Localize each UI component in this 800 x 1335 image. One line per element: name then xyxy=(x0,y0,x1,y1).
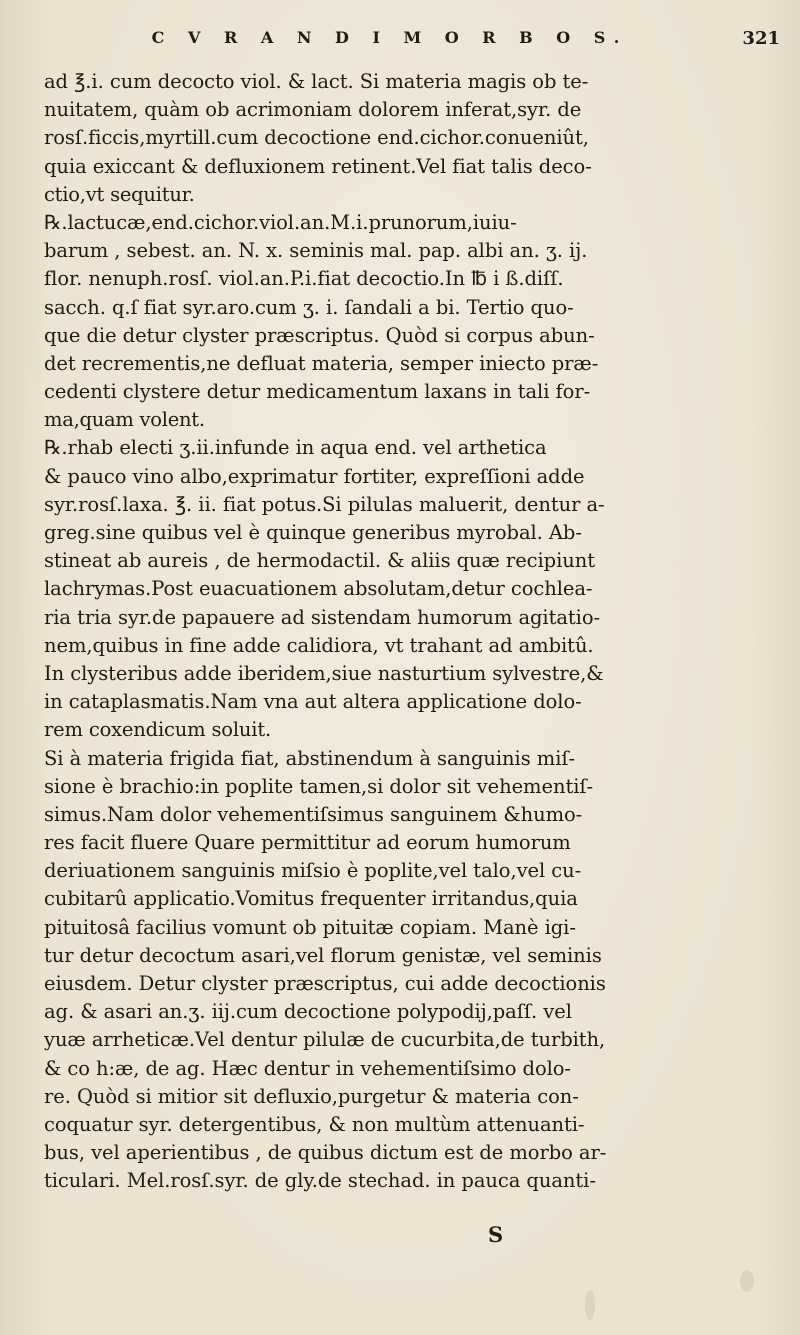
text-line: ag. & asari an.ʒ. iij.cum decoctione polypodij,paſſ. vel xyxy=(44,1000,572,1024)
text-line: tur detur decoctum asari,vel florum genistæ, vel seminis xyxy=(44,943,602,967)
body-text xyxy=(44,68,772,1196)
text-line: rosſ.ficcis,myrtill.cum decoctione end.cichor.conueniût, xyxy=(44,126,589,150)
text-line: nem,quibus in fine adde calidiora, vt trahant ad ambitû. xyxy=(44,633,594,657)
page-number: 321 xyxy=(742,28,780,49)
paper-stain xyxy=(585,1290,595,1320)
text-line: simus.Nam dolor vehementiſsimus sanguinem &humo- xyxy=(44,802,583,826)
paper-stain xyxy=(740,1270,754,1292)
text-line: In clysteribus adde iberidem,siue nasturtium sylvestre,& xyxy=(44,661,604,685)
text-line: flor. nenuph.rosſ. viol.an.P.i.fiat decoctio.In ℔ i ß.diſſ. xyxy=(44,267,564,291)
text-line: & pauco vino albo,exprimatur fortiter, expreſſioni adde xyxy=(44,464,585,488)
text-line: cubitarû applicatio.Vomitus frequenter irritandus,quia xyxy=(44,887,578,911)
text-line: yuæ arrheticæ.Vel dentur pilulæ de cucurbita,de turbith, xyxy=(44,1028,606,1052)
text-line: stineat ab aureis , de hermodactil. & aliis quæ recipiunt xyxy=(44,549,595,573)
text-line: det recrementis,ne defluat materia, semper iniecto præ- xyxy=(44,351,599,375)
text-line: ma,quam volent. xyxy=(44,408,205,432)
text-line: ℞.lactucæ,end.cichor.viol.an.M.i.prunorum,iuiu- xyxy=(44,210,517,234)
text-line: barum , sebest. an. N. x. seminis mal. pap. albi an. ʒ. ij. xyxy=(44,239,588,263)
text-line: sacch. q.ſ fiat syr.aro.cum ʒ. i. ſandali a bi. Tertio quo- xyxy=(44,295,574,319)
running-title: C V R A N D I M O R B O S. xyxy=(151,28,629,47)
text-line: que die detur clyster præscriptus. Quòd si corpus abun- xyxy=(44,323,595,347)
text-line: in cataplasmatis.Nam vna aut altera applicatione dolo- xyxy=(44,690,582,714)
text-line: cedenti clystere detur medicamentum laxans in tali for- xyxy=(44,380,591,404)
text-line: res facit fluere Quare permittitur ad eorum humorum xyxy=(44,831,571,855)
text-line: coquatur syr. detergentibus, & non multùm attenuanti- xyxy=(44,1112,585,1136)
text-line: greg.sine quibus vel è quinque generibus myrobal. Ab- xyxy=(44,521,582,544)
text-line: & co h:æ, de ag. Hæc dentur in vehementiſsimo dolo- xyxy=(44,1056,571,1080)
text-line: syr.rosſ.laxa. ℥. ii. fiat potus.Si pilulas maluerit, dentur a- xyxy=(44,492,605,516)
text-line: ticulari. Mel.rosſ.syr. de gly.de stechad. in pauca quanti- xyxy=(44,1169,596,1193)
text-line: ria tria syr.de papauere ad sistendam humorum agitatio- xyxy=(44,605,601,629)
text-line: nuitatem, quàm ob acrimoniam dolorem inferat,syr. de xyxy=(44,98,582,122)
text-line: ℞.rhab electi ʒ.ii.infunde in aqua end. vel arthetica xyxy=(44,436,547,460)
text-line: quia exiccant & defluxionem retinent.Vel fiat talis deco- xyxy=(44,154,592,178)
text-line: deriuationem sanguinis miſsio è poplite,vel talo,vel cu- xyxy=(44,859,582,883)
text-line: bus, vel aperientibus , de quibus dictum est de morbo ar- xyxy=(44,1141,607,1165)
text-line: re. Quòd si mitior sit defluxio,purgetur & materia con- xyxy=(44,1084,579,1108)
text-line: sione è brachio:in poplite tamen,si dolor sit vehementiſ- xyxy=(44,774,594,798)
signature-mark: S xyxy=(488,1222,504,1247)
text-line: ctio,vt sequitur. xyxy=(44,182,195,206)
text-line: ad ℥.i. cum decocto viol. & lact. Si materia magis ob te- xyxy=(44,70,589,93)
text-line: eiusdem. Detur clyster præscriptus, cui adde decoctionis xyxy=(44,972,606,995)
text-line: rem coxendicum soluit. xyxy=(44,718,272,742)
text-line: Si à materia frigida fiat, abstinendum à sanguinis miſ- xyxy=(44,746,576,770)
text-line: lachrymas.Post euacuationem absolutam,detur cochlea- xyxy=(44,577,593,601)
text-line: pituitosâ facilius vomunt ob pituitæ copiam. Manè igi- xyxy=(44,915,576,939)
